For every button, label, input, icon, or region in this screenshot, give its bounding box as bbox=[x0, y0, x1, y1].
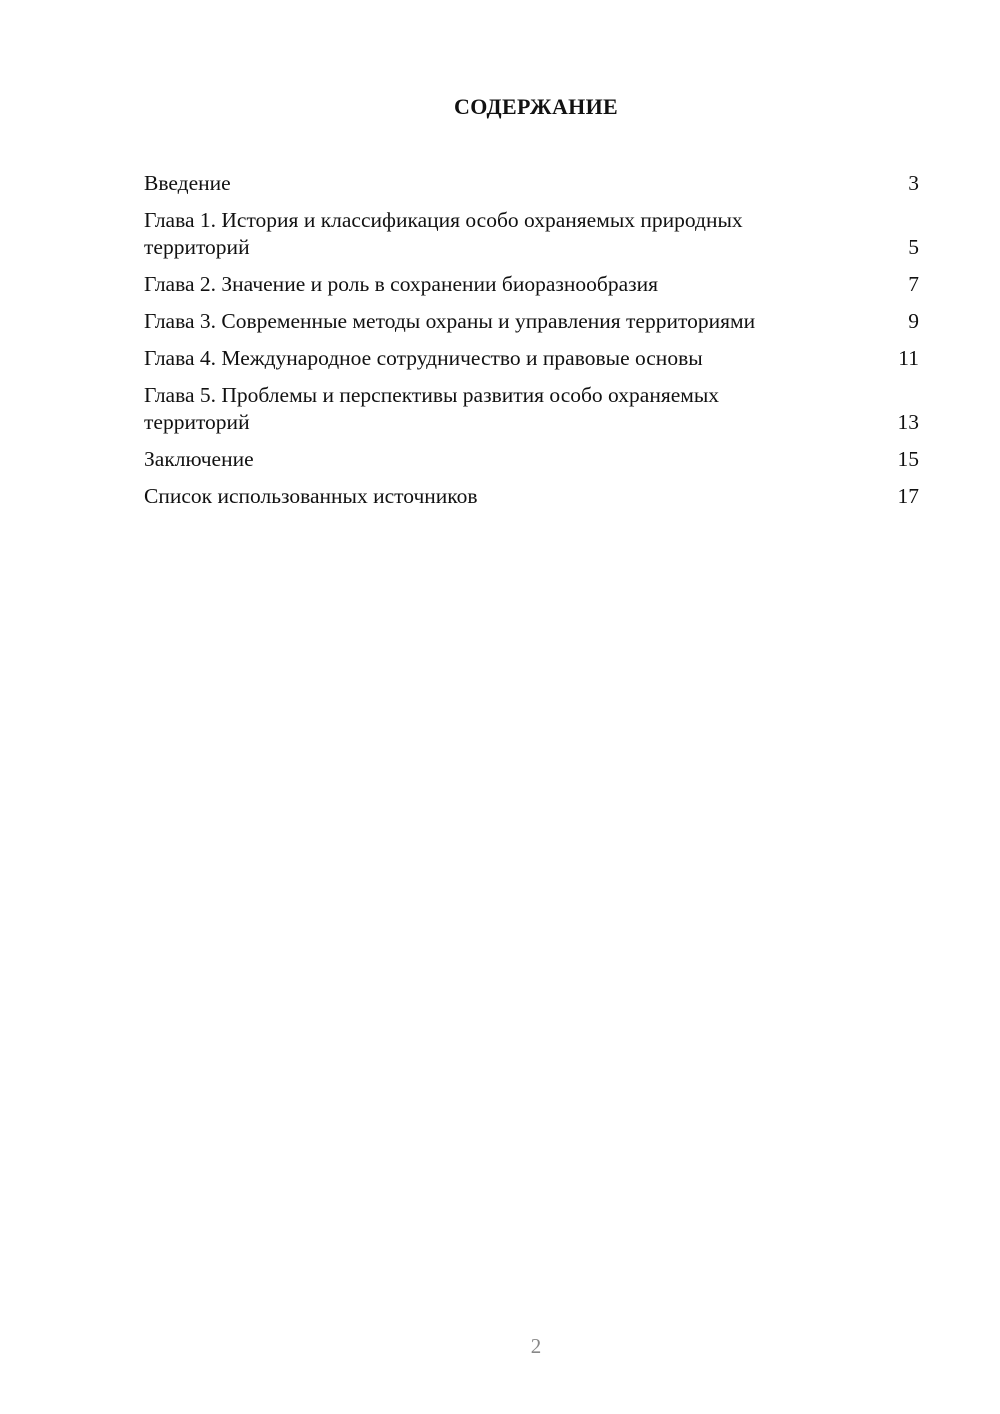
toc-entry bbox=[144, 483, 919, 510]
toc-entry-page: 17 bbox=[897, 484, 919, 508]
toc-entry-text: Глава 1. История и классификация особо охраняемых природных территорий bbox=[144, 208, 743, 259]
toc-entry-text: Глава 5. Проблемы и перспективы развития особо охраняемых территорий bbox=[144, 383, 720, 434]
toc-entry-page: 5 bbox=[908, 235, 919, 259]
toc-entry bbox=[144, 207, 919, 261]
toc-entry bbox=[144, 345, 919, 372]
toc-entry-text: Введение bbox=[144, 171, 231, 195]
toc-entry-page: 13 bbox=[897, 410, 919, 434]
table-of-contents bbox=[144, 170, 919, 520]
page-number: 2 bbox=[530, 1334, 542, 1358]
toc-entry-text: Глава 3. Современные методы охраны и управления территориями bbox=[144, 309, 756, 333]
toc-entry-page: 3 bbox=[908, 171, 919, 195]
page-title: СОДЕРЖАНИЕ bbox=[454, 94, 618, 119]
toc-entry-text: Список использованных источников bbox=[144, 484, 478, 508]
toc-entry-page: 7 bbox=[908, 272, 919, 296]
toc-entry bbox=[144, 382, 919, 436]
toc-entry-page: 15 bbox=[897, 447, 919, 471]
toc-entry-text: Глава 4. Международное сотрудничество и правовые основы bbox=[144, 346, 703, 370]
toc-entry-text: Заключение bbox=[144, 447, 254, 471]
toc-entry-page: 9 bbox=[908, 309, 919, 333]
toc-entry bbox=[144, 271, 919, 298]
toc-entry-page: 11 bbox=[898, 346, 919, 370]
toc-entry bbox=[144, 446, 919, 473]
toc-entry bbox=[144, 170, 919, 197]
toc-entry bbox=[144, 308, 919, 335]
toc-entry-text: Глава 2. Значение и роль в сохранении биоразнообразия bbox=[144, 272, 658, 296]
